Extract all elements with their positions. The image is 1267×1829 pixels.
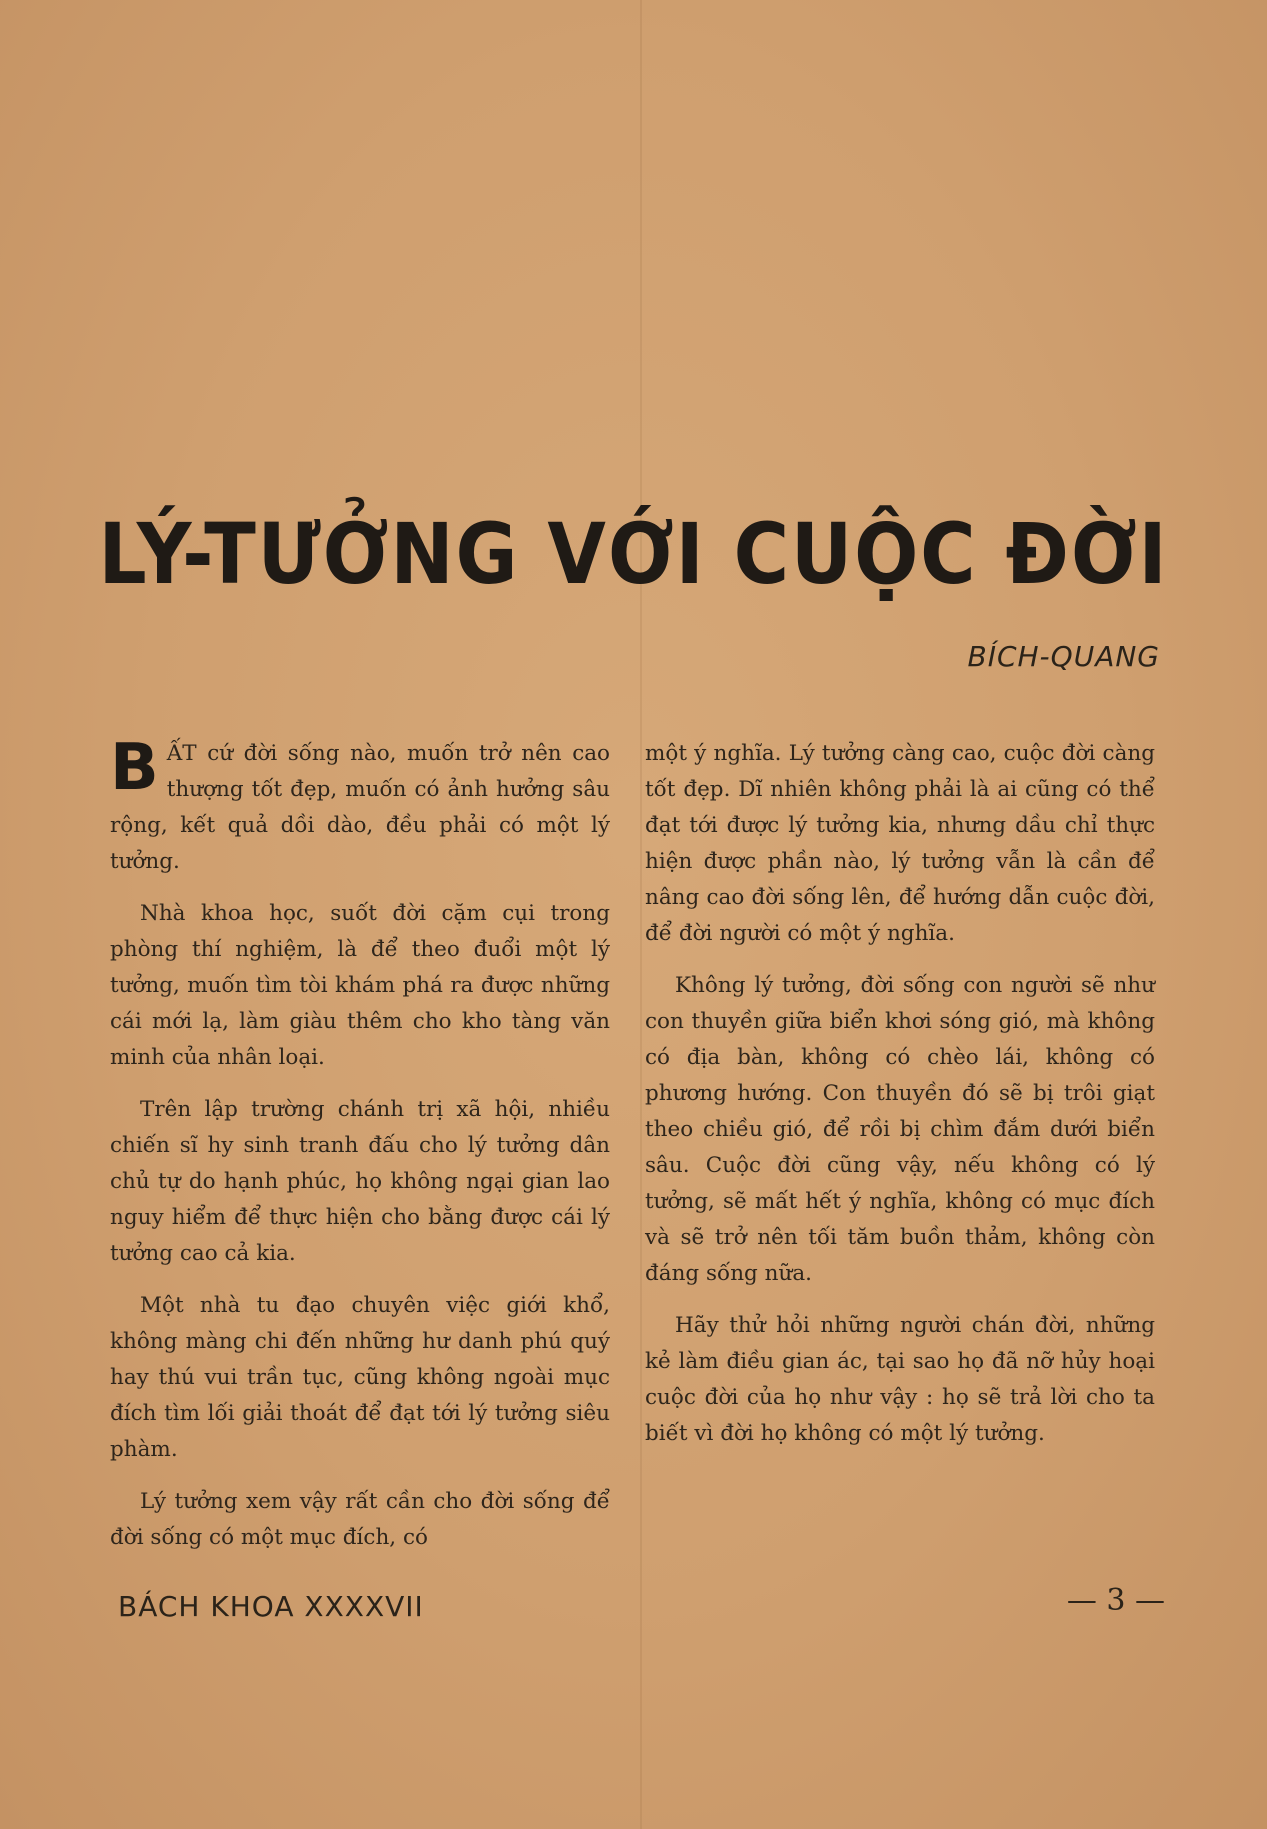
drop-cap: B [110,731,159,805]
paragraph [110,731,610,880]
right-column [645,736,1155,1468]
paragraph: Hãy thử hỏi những người chán đời, những kẻ làm điều gian ác, tại sao họ đã nỡ hủy hoại cuộc đời của họ như vậy : họ sẽ trả lời cho ta biết vì đời họ không có một lý tưởng. [645,1313,1155,1446]
article-author: BÍCH-QUANG [967,640,1160,673]
paragraph: một ý nghĩa. Lý tưởng càng cao, cuộc đời càng tốt đẹp. Dĩ nhiên không phải là ai cũng có thể đạt tới được lý tưởng kia, nhưng dầu chỉ thực hiện được phần nào, lý tưởng vẫn là cần để nâng cao đời sống lên, để hướng dẫn cuộc đời, để đời người có một ý nghĩa. [645,741,1155,946]
left-column [110,731,610,1572]
paragraph: Một nhà tu đạo chuyên việc giới khổ, không màng chi đến những hư danh phú quý hay thú vui trần tục, cũng không ngoài mục đích tìm lối giải thoát để đạt tới lý tưởng siêu phàm. [110,1293,610,1462]
paragraph: Không lý tưởng, đời sống con người sẽ như con thuyền giữa biển khơi sóng gió, mà không có địa bàn, không có chèo lái, không có phương hướng. Con thuyền đó sẽ bị trôi giạt theo chiều gió, để rồi bị chìm đắm dưới biển sâu. Cuộc đời cũng vậy, nếu không có lý tưởng, sẽ mất hết ý nghĩa, không có mục đích và sẽ trở nên tối tăm buồn thảm, không còn đáng sống nữa. [645,973,1155,1286]
article-title: LÝ-TƯỞNG VỚI CUỘC ĐỜI [98,505,1169,603]
paragraph: Nhà khoa học, suốt đời cặm cụi trong phòng thí nghiệm, là để theo đuổi một lý tưởng, muốn tìm tòi khám phá ra được những cái mới lạ, làm giàu thêm cho kho tàng văn minh của nhân loại. [110,901,610,1070]
paragraph: Trên lập trường chánh trị xã hội, nhiều chiến sĩ hy sinh tranh đấu cho lý tưởng dân chủ tự do hạnh phúc, họ không ngại gian lao nguy hiểm để thực hiện cho bằng được cái lý tưởng cao cả kia. [110,1097,610,1266]
magazine-issue-label: BÁCH KHOA XXXXVII [118,1590,424,1623]
page-fold-crease [640,0,642,1829]
page-number: — 3 — [1066,1583,1165,1618]
paragraph-text: ẤT cứ đời sống nào, muốn trở nên cao thượng tốt đẹp, muốn có ảnh hưởng sâu rộng, kết quả dồi dào, đều phải có một lý tưởng. [110,741,610,874]
paragraph: Lý tưởng xem vậy rất cần cho đời sống để đời sống có một mục đích, có [110,1489,610,1550]
